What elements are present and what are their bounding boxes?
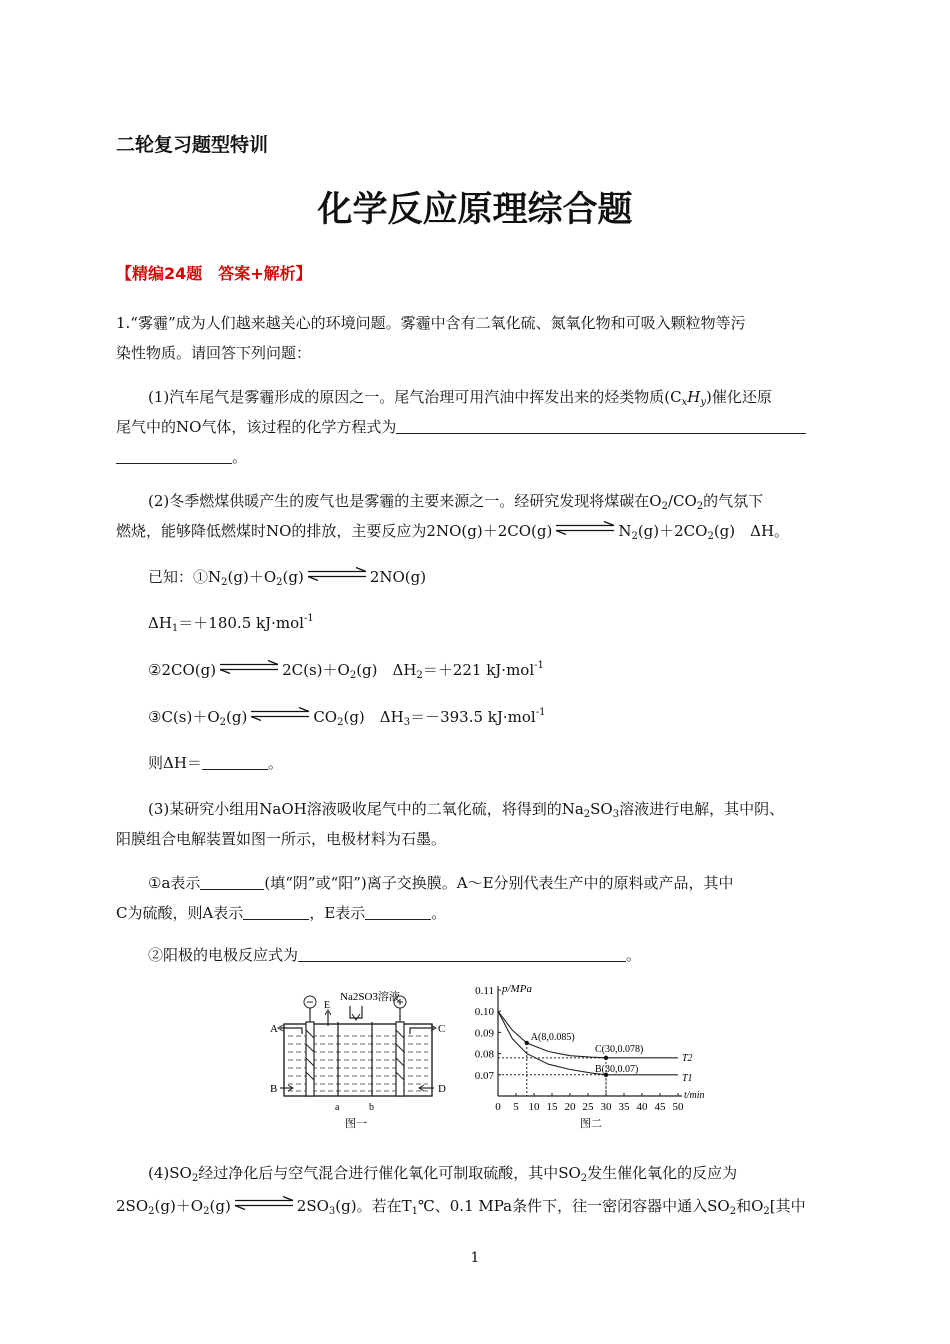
equilibrium-arrow-icon xyxy=(554,521,616,535)
figure2-pressure-chart xyxy=(462,982,722,1132)
data-point xyxy=(604,1056,608,1060)
x-axis-label: t/min xyxy=(684,1090,705,1101)
equilibrium-arrow-icon xyxy=(306,567,368,581)
x-tick-label: 20 xyxy=(564,1101,576,1113)
x-tick-label: 10 xyxy=(528,1101,540,1113)
q1-part3-q1-line2: C为硫酸，则A表示 ，E表示 。 xyxy=(116,904,447,922)
equilibrium-arrow-icon xyxy=(218,660,280,674)
q1-part3-line2: 阳膜组合电解装置如图一所示，电极材料为石墨。 xyxy=(116,830,447,848)
answer-blank[interactable] xyxy=(202,752,268,770)
x-tick-label: 0 xyxy=(495,1101,501,1113)
x-tick-label: 35 xyxy=(618,1101,630,1113)
doc-title: 化学反应原理综合题 xyxy=(317,190,633,230)
y-tick-label: 0.09 xyxy=(474,1027,494,1040)
series-line-t2 xyxy=(498,1011,678,1058)
answer-blank[interactable] xyxy=(116,446,232,464)
q1-part1-line2: 尾气中的NO气体，该过程的化学方程式为 xyxy=(116,416,806,437)
page-number: 1 xyxy=(470,1250,480,1266)
q1-part3-q2: ②阳极的电极反应式为 。 xyxy=(148,946,642,964)
solution-label: Na2SO3溶液 xyxy=(340,991,400,1003)
label-E: E xyxy=(324,1000,331,1011)
label-a: a xyxy=(335,1102,340,1113)
answer-blank[interactable] xyxy=(396,416,806,434)
point-label: A(8,0.085) xyxy=(530,1032,575,1043)
label-C: C xyxy=(438,1023,446,1035)
series-label-t1: T1 xyxy=(682,1072,693,1084)
label-b: b xyxy=(369,1102,374,1113)
y-tick-label: 0.08 xyxy=(474,1048,494,1061)
y-tick-label: 0.11 xyxy=(475,985,494,997)
equilibrium-arrow-icon xyxy=(233,1196,295,1210)
x-tick-label: 40 xyxy=(636,1101,648,1113)
answer-blank[interactable] xyxy=(200,872,264,890)
y-axis-label: p/MPa xyxy=(502,983,532,995)
q1-part4-line2: $2SO_2(g)+O_2(g)$ $2SO_3(g)$。若在$T_1℃$、0.1 MPa条件下，往一密闭容器中通入$SO_2$和$O_2$[其中 xyxy=(116,1197,806,1217)
q1-part1-line3: 。 xyxy=(116,446,247,467)
known-eq2: ②2CO(g) $2C(s)+O_2(g)$ $\Delta H_2=+221$ kJ·mol$^{-1}$ xyxy=(148,660,544,681)
series-label-t2: T2 xyxy=(682,1052,693,1064)
q1-part1-line1: (1)汽车尾气是雾霾形成的原因之一。尾气治理可用汽油中挥发出来的烃类物质$(C_xH_y)$催化还原 xyxy=(148,388,772,408)
equilibrium-arrow-icon xyxy=(249,707,311,721)
x-tick-label: 30 xyxy=(600,1101,612,1113)
known-eq1: 已知：$①N_2(g)+O_2(g)$ 2NO(g) xyxy=(148,568,427,588)
known-eq3: $③C(s)+O_2(g)$ $CO_2(g)$ $\Delta H_3=-393.5$ kJ·mol$^{-1}$ xyxy=(148,707,546,728)
figure1-electrolysis-apparatus xyxy=(262,984,452,1132)
chart-points xyxy=(498,1032,643,1096)
y-tick-label: 0.10 xyxy=(474,1006,494,1019)
known-dh1: $\Delta H_1=+180.5$ kJ·mol$^{-1}$ xyxy=(148,613,314,634)
q1-part3-line1: (3)某研究小组用NaOH溶液吸收尾气中的二氧化硫，将得到的$Na_2SO_3$溶液进行电解，其中阴、 xyxy=(148,800,785,820)
label-D: D xyxy=(438,1083,446,1095)
figure2-caption: 图二 xyxy=(580,1118,602,1130)
point-label: B(30,0.07) xyxy=(595,1063,639,1075)
x-tick-label: 25 xyxy=(582,1101,594,1113)
then-dh: 则ΔH＝ 。 xyxy=(148,754,283,772)
point-label: C(30,0.078) xyxy=(595,1043,644,1055)
x-tick-label: 15 xyxy=(546,1101,558,1113)
answer-blank[interactable] xyxy=(365,902,431,920)
q1-intro-line2: 染性物质。请回答下列问题： xyxy=(116,344,312,362)
answer-blank[interactable] xyxy=(298,944,626,962)
q1-intro-line1: 1.“雾霾”成为人们越来越关心的环境问题。雾霾中含有二氧化硫、氮氧化物和可吸入颗粒物等污 xyxy=(116,314,746,332)
answer-blank[interactable] xyxy=(243,902,309,920)
q1-part2-line2: 燃烧，能够降低燃煤时NO的排放，主要反应为2NO(g)＋2CO(g) $N_2(g)+2CO_2(g)$ ΔH。 xyxy=(116,522,790,542)
q1-part3-q1-line1: ①a表示 (填“阴”或“阳”)离子交换膜。A～E分别代表生产中的原料或产品，其中 xyxy=(148,874,734,892)
feed-inlet xyxy=(350,1006,362,1018)
x-tick-label: 45 xyxy=(654,1101,666,1113)
x-tick-label: 50 xyxy=(672,1101,684,1113)
label-B: B xyxy=(270,1083,278,1095)
doc-subtitle: 二轮复习题型特训 xyxy=(116,134,269,156)
q1-part2-line1: (2)冬季燃煤供暖产生的废气也是雾霾的主要来源之一。经研究发现将煤碳在$O_2/CO_2$的气氛下 xyxy=(148,492,764,512)
section-tag: 【精编24题 答案+解析】 xyxy=(116,264,312,283)
x-tick-label: 5 xyxy=(513,1101,519,1113)
chart-axes xyxy=(475,983,705,1113)
figure1-caption: 图一 xyxy=(345,1118,367,1130)
q1-part4-line1: $(4)SO_2$经过净化后与空气混合进行催化氧化可制取硫酸，其中$SO_2$发生催化氧化的反应为 xyxy=(148,1164,738,1184)
data-point xyxy=(525,1041,529,1045)
y-tick-label: 0.07 xyxy=(474,1069,494,1082)
label-A: A xyxy=(270,1023,278,1035)
